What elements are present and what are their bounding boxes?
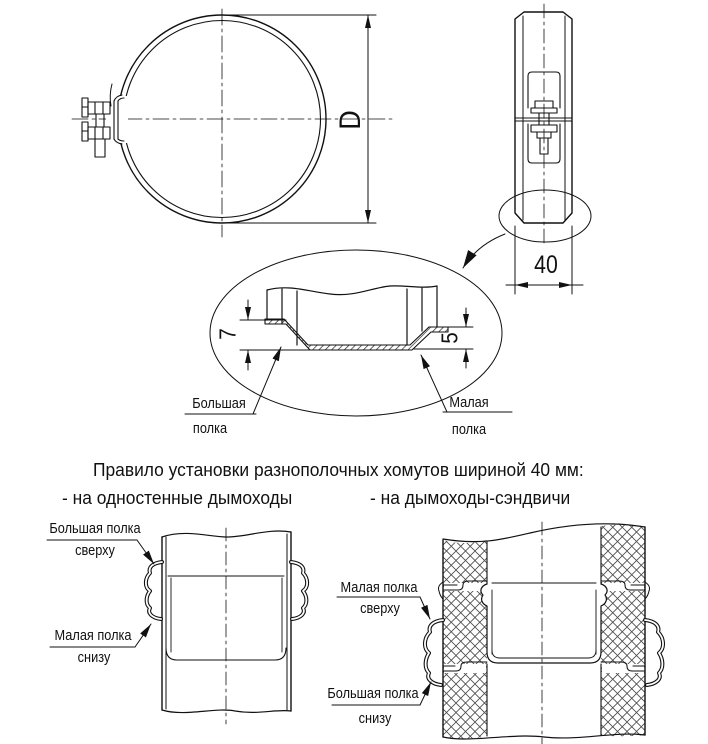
small-flange-label-line1: Малая (449, 395, 489, 411)
sa-top-label-line2: сверху (360, 601, 400, 617)
large-flange-label-line2: полка (192, 421, 228, 437)
diameter-dim-label: D (334, 110, 367, 130)
small-flange-dim-label: 5 (436, 332, 463, 344)
sa-bottom-label-line1: Большая полка (327, 686, 419, 702)
sw-bottom-label-line1: Малая полка (54, 628, 132, 644)
clamp-section-left (146, 562, 162, 619)
bolt-assembly-front (82, 98, 110, 157)
rule-title: Правило установки разнополочных хомутов шириной 40 мм: (93, 459, 584, 480)
large-flange-label-line1: Большая (192, 396, 246, 412)
large-flange-dim-label: 7 (214, 328, 241, 340)
clamp-profile-section (265, 319, 448, 350)
detail-callout-ellipse (499, 190, 591, 242)
side-view-drawing (463, 4, 591, 294)
width-dim-label: 40 (534, 251, 558, 279)
sw-top-label-line1: Большая полка (49, 521, 141, 537)
sa-top-label-line1: Малая полка (340, 580, 418, 596)
sa-bottom-label-line2: снизу (358, 711, 392, 727)
clamp-section-right (291, 562, 307, 619)
sw-bottom-label-line2: снизу (77, 650, 111, 666)
sw-top-label-line2: сверху (75, 543, 115, 559)
detail-pointer-arrow (463, 234, 505, 268)
sandwich-caption: - на дымоходы-сэндвичи (370, 487, 571, 508)
small-flange-label-line2: полка (451, 422, 487, 438)
single-wall-caption: - на одностенные дымоходы (62, 487, 293, 508)
clamp-section-left-sandwich (425, 620, 443, 685)
clamp-section-right-sandwich (645, 620, 663, 685)
